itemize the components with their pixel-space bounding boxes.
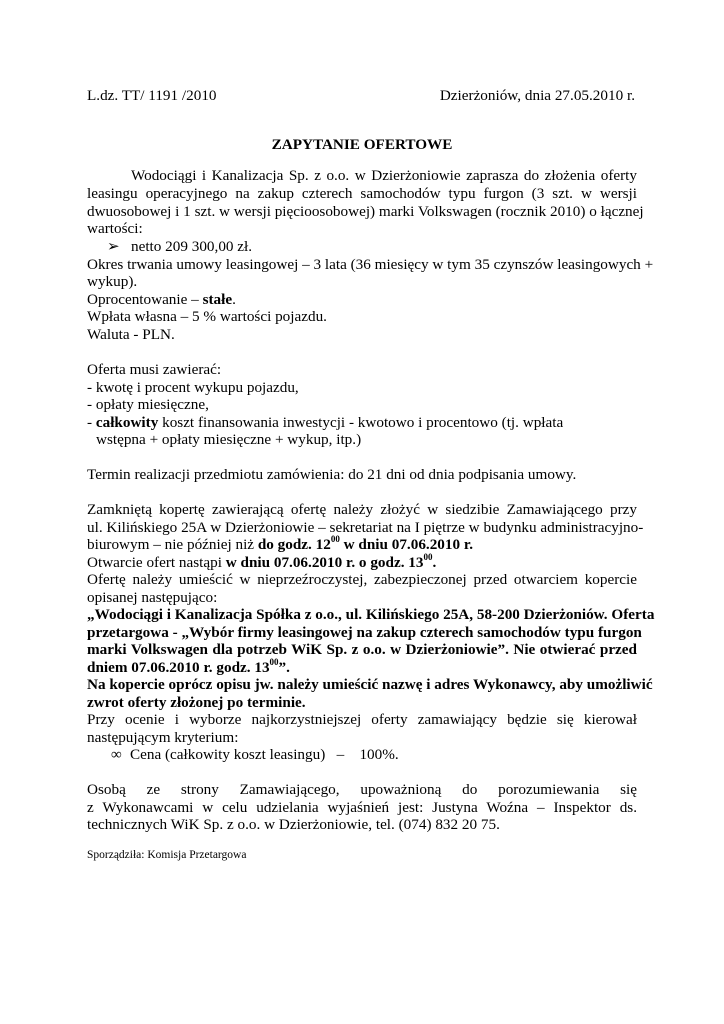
envelope-label-sup: 00 — [269, 657, 279, 667]
document-title: ZAPYTANIE OFERTOWE — [271, 136, 453, 153]
bullet-arrow-icon: ➢ — [107, 238, 120, 255]
intro-line-4: wartości: — [87, 220, 143, 237]
envelope-line-3 — [87, 536, 473, 554]
envelope-label-end: ”. — [278, 659, 290, 676]
footer-prepared-by: Sporządziła: Komisja Przetargowa — [87, 849, 247, 861]
interest-end: . — [232, 291, 236, 308]
intro-line-1: Wodociągi i Kanalizacja Sp. z o.o. w Dzierżoniowie zaprasza do złożenia oferty — [131, 167, 637, 184]
envelope-label-line-2: przetargowa - „Wybór firmy leasingowej na zakup czterech samochodów typu furgon — [87, 624, 642, 641]
interest-value: stałe — [202, 291, 233, 308]
envelope-note-line-2: zwrot oferty złożonej po terminie. — [87, 694, 306, 711]
envelope-deadline-time: do godz. 12 — [257, 536, 331, 553]
contact-line-2: z Wykonawcami w celu udzielania wyjaśnień jest: Justyna Woźna – Inspektor ds. — [87, 799, 637, 816]
envelope-deadline-date: w dniu 07.06.2010 r. — [339, 536, 474, 553]
offer-item-2: - opłaty miesięczne, — [87, 396, 209, 413]
envelope-label-date: dniem 07.06.2010 r. godz. 13 — [87, 659, 270, 676]
envelope-line-1: Zamkniętą kopertę zawierającą ofertę należy złożyć w siedzibie Zamawiającego przy — [87, 501, 637, 518]
opening-pre: Otwarcie ofert nastąpi — [87, 554, 226, 571]
envelope-label-line-3: marki Volkswagen dla potrzeb WiK Sp. z o.o. w Dzierżoniowie”. Nie otwierać przed — [87, 641, 637, 658]
opening-date: w dniu 07.06.2010 r. o godz. 13 — [225, 554, 424, 571]
offer-item-3-bold: całkowity — [95, 414, 159, 431]
offer-item-1: - kwotę i procent wykupu pojazdu, — [87, 379, 299, 396]
envelope-deadline-sup: 00 — [330, 534, 340, 544]
envelope-description-line-1: Ofertę należy umieścić w nieprzeźroczystej, zabezpieczonej przed otwarciem kopercie — [87, 571, 637, 588]
completion-deadline: Termin realizacji przedmiotu zamówienia: do 21 dni od dnia podpisania umowy. — [87, 466, 577, 483]
offer-item-3-line-2: wstępna + opłaty miesięczne + wykup, itp.) — [96, 431, 362, 448]
contact-line-3: technicznych WiK Sp. z o.o. w Dzierżoniowie, tel. (074) 832 20 75. — [87, 816, 500, 833]
term-duration-line-1: Okres trwania umowy leasingowej – 3 lata (36 miesięcy w tym 35 czynszów leasingowych + — [87, 256, 654, 273]
infinity-bullet-icon: ∞ — [111, 746, 122, 763]
offer-item-3 — [87, 414, 563, 432]
criteria-item: Cena (całkowity koszt leasingu) – 100%. — [130, 746, 399, 763]
currency: Waluta - PLN. — [87, 326, 175, 343]
interest-label: Oprocentowanie – — [87, 291, 203, 308]
criteria-line-2: następującym kryterium: — [87, 729, 239, 746]
offer-heading: Oferta musi zawierać: — [87, 361, 222, 378]
opening-end: . — [432, 554, 437, 571]
envelope-line-2: ul. Kilińskiego 25A w Dzierżoniowie – sekretariat na I piętrze w budynku administracyjno- — [87, 519, 644, 536]
envelope-note-line-1: Na kopercie oprócz opisu jw. należy umieścić nazwę i adres Wykonawcy, aby umożliwić — [87, 676, 653, 693]
net-amount: netto 209 300,00 zł. — [131, 238, 253, 255]
interest-rate — [87, 291, 236, 309]
opening-sup: 00 — [423, 552, 433, 562]
opening-line — [87, 554, 436, 572]
envelope-label-line-1: „Wodociągi i Kanalizacja Spółka z o.o., ul. Kilińskiego 25A, 58-200 Dzierżoniów. Oferta — [87, 606, 655, 623]
intro-line-3: dwuosobowej i 1 szt. w wersji pięcioosobowej) marki Volkswagen (rocznik 2010) o łącznej — [87, 203, 644, 220]
contact-line-1: Osobą ze strony Zamawiającego, upoważnioną do porozumiewania się — [87, 781, 637, 798]
envelope-description-line-2: opisanej następująco: — [87, 589, 218, 606]
place-and-date: Dzierżoniów, dnia 27.05.2010 r. — [439, 87, 635, 104]
intro-line-2: leasingu operacyjnego na zakup czterech samochodów typu furgon (3 szt. w wersji — [87, 185, 637, 202]
offer-item-3-dash: - — [87, 414, 96, 431]
reference-number: L.dz. TT/ 1191 /2010 — [87, 87, 217, 104]
offer-item-3-rest: koszt finansowania inwestycji - kwotowo i procentowo (tj. wpłata — [158, 414, 564, 431]
envelope-deadline-pre: biurowym – nie później niż — [87, 536, 258, 553]
criteria-line-1: Przy ocenie i wyborze najkorzystniejszej oferty zamawiający będzie się kierował — [87, 711, 637, 728]
term-duration-line-2: wykup). — [87, 273, 138, 290]
envelope-label-line-4 — [87, 659, 290, 677]
down-payment: Wpłata własna – 5 % wartości pojazdu. — [87, 308, 327, 325]
